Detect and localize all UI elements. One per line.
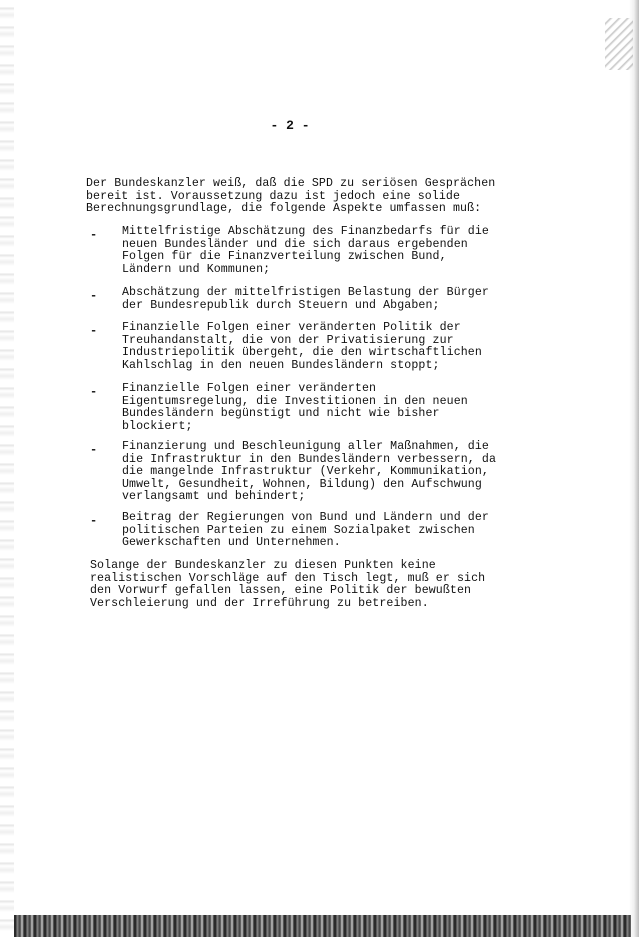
bullet-marker: - xyxy=(90,289,98,303)
scan-bottom-edge xyxy=(14,915,631,937)
scan-edge-right xyxy=(629,0,639,937)
bullet-marker: - xyxy=(90,228,98,242)
bullet-marker: - xyxy=(90,324,98,338)
bullet-item: Finanzierung und Beschleunigung aller Maßnahmen, die die Infrastruktur in den Bundesländern verbessern, da die mangelnde Infrastruktur (Verkehr, Kommunikation, Umwelt, Gesundheit, Wohnen, Bildung) den Aufschwung verlangsamt und behindert; xyxy=(122,440,497,504)
intro-paragraph: Der Bundeskanzler weiß, daß die SPD zu seriösen Gesprächen bereit ist. Voraussetzung dazu ist jedoch eine solide Berechnungsgrundlage, die folgende Aspekte umfassen muß: xyxy=(86,177,496,216)
bullet-item: Mittelfristige Abschätzung des Finanzbedarfs für die neuen Bundesländer und die sich daraus ergebenden Folgen für die Finanzverteilung zwischen Bund, Ländern und Kommunen; xyxy=(122,225,489,276)
bullet-item: Beitrag der Regierungen von Bund und Ländern und der politischen Parteien zu einem Sozialpaket zwischen Gewerkschaften und Unternehmen. xyxy=(122,511,489,550)
scan-edge-left xyxy=(0,0,14,937)
bullet-marker: - xyxy=(90,385,98,399)
bullet-item: Abschätzung der mittelfristigen Belastung der Bürger der Bundesrepublik durch Steuern und Abgaben; xyxy=(122,286,489,312)
bullet-item: Finanzielle Folgen einer veränderten Politik der Treuhandanstalt, die von der Privatisierung zur Industriepolitik übergeht, die den wirtschaftlichen Kahlschlag in den neuen Bundesländern stoppt; xyxy=(122,321,482,372)
bullet-marker: - xyxy=(90,443,98,457)
bullet-item: Finanzielle Folgen einer veränderten Eigentumsregelung, die Investitionen in den neuen Bundesländern begünstigt und nicht wie bisher blockiert; xyxy=(122,382,468,433)
page-number: - 2 - xyxy=(270,118,310,133)
closing-paragraph: Solange der Bundeskanzler zu diesen Punkten keine realistischen Vorschläge auf den Tisch legt, muß er sich den Vorwurf gefallen lassen, eine Politik der bewußten Verschleierung und der Irreführung zu betreiben. xyxy=(90,559,486,610)
scan-corner-smudge xyxy=(605,18,633,70)
bullet-marker: - xyxy=(90,514,98,528)
